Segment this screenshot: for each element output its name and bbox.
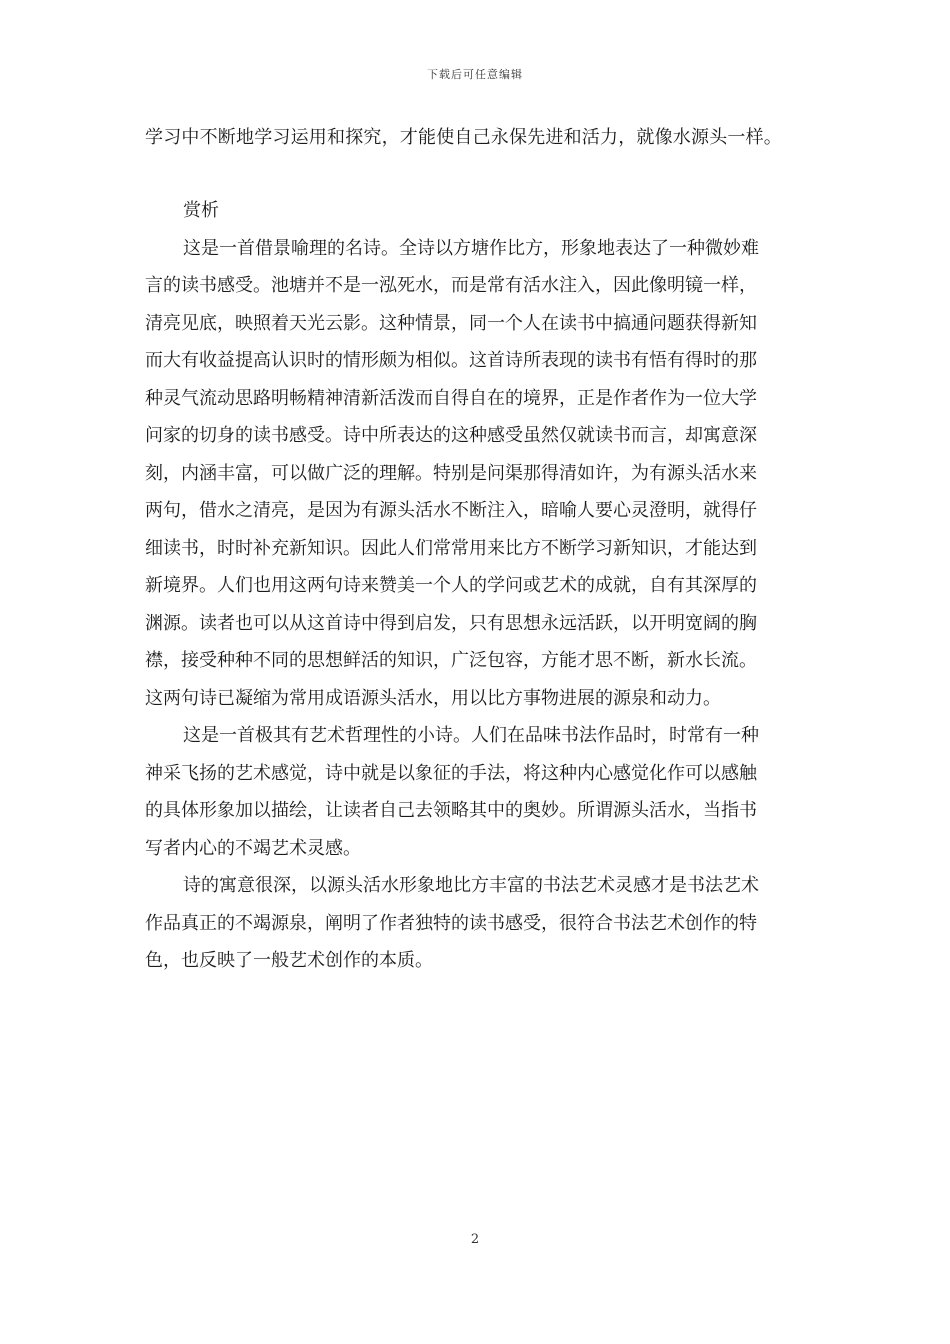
paragraph-line: 襟，接受种种不同的思想鲜活的知识，广泛包容，方能才思不断，新水长流。 [145, 650, 757, 671]
paragraph-3 [145, 867, 815, 980]
paragraph-line: 而大有收益提高认识时的情形颇为相似。这首诗所表现的读书有悟有得时的那 [145, 350, 757, 371]
paragraph-line: 这是一首借景喻理的名诗。全诗以方塘作比方，形象地表达了一种微妙难 [183, 237, 759, 259]
paragraph-line: 色，也反映了一般艺术创作的本质。 [145, 950, 433, 971]
paragraph-line: 细读书，时时补充新知识。因此人们常常用来比方不断学习新知识，才能达到 [145, 537, 757, 559]
document-body [145, 118, 815, 980]
paragraph-line: 作品真正的不竭源泉，阐明了作者独特的读书感受，很符合书法艺术创作的特 [145, 912, 757, 934]
paragraph-line: 这两句诗已凝缩为常用成语源头活水，用以比方事物进展的源泉和动力。 [145, 687, 721, 709]
paragraph-line: 写者内心的不竭艺术灵感。 [145, 837, 361, 859]
paragraph-line: 诗的寓意很深，以源头活水形象地比方丰富的书法艺术灵感才是书法艺术 [183, 875, 759, 896]
paragraph-line: 刻，内涵丰富，可以做广泛的理解。特别是问渠那得清如许，为有源头活水来 [145, 462, 757, 484]
paragraph-gap [145, 158, 815, 192]
paragraph-line: 两句，借水之清亮，是因为有源头活水不断注入，暗喻人要心灵澄明，就得仔 [145, 500, 757, 521]
page-header-note: 下载后可任意编辑 [427, 68, 523, 81]
paragraph-line: 言的读书感受。池塘并不是一泓死水，而是常有活水注入，因此像明镜一样， [145, 275, 757, 296]
continuation-line: 学习中不断地学习运用和探究，才能使自己永保先进和活力，就像水源头一样。 [145, 127, 782, 148]
paragraph-line: 的具体形象加以描绘，让读者自己去领略其中的奥妙。所谓源头活水，当指书 [145, 800, 757, 821]
paragraph-line: 渊源。读者也可以从这首诗中得到启发，只有思想永远活跃，以开明宽阔的胸 [145, 612, 757, 634]
paragraph-line: 种灵气流动思路明畅精神清新活泼而自得自在的境界，正是作者作为一位大学 [145, 387, 757, 409]
section-heading: 赏析 [183, 200, 219, 221]
paragraph-line: 问家的切身的读书感受。诗中所表达的这种感受虽然仅就读书而言，却寓意深 [145, 425, 757, 446]
paragraph-2 [145, 717, 815, 867]
paragraph-line: 新境界。人们也用这两句诗来赞美一个人的学问或艺术的成就，自有其深厚的 [145, 575, 757, 596]
paragraph-line: 这是一首极其有艺术哲理性的小诗。人们在品味书法作品时，时常有一种 [183, 725, 759, 746]
page-number: 2 [470, 1232, 480, 1247]
paragraph-line: 清亮见底，映照着天光云影。这种情景，同一个人在读书中搞通问题获得新知 [145, 312, 757, 334]
paragraph-1 [145, 230, 815, 718]
paragraph-line: 神采飞扬的艺术感觉，诗中就是以象征的手法，将这种内心感觉化作可以感触 [145, 762, 757, 784]
